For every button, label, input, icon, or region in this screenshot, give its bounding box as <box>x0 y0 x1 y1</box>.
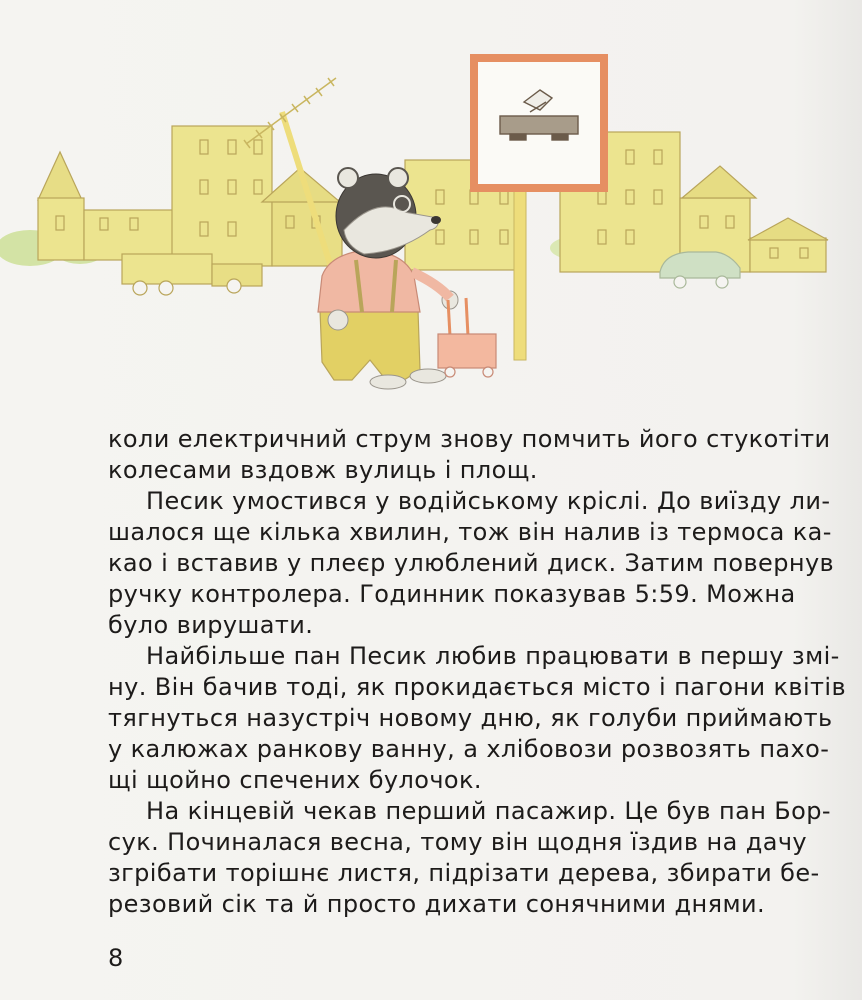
text-line: резовий сік та й просто дихати сонячними днями. <box>108 890 766 918</box>
text-line: На кінцевій чекав перший пасажир. Це був пан Бор- <box>146 797 831 825</box>
text-line: коли електричний струм знову помчить його стукотіти <box>108 425 831 453</box>
text-line: згрібати торішнє листя, підрізати дерева, збирати бе- <box>108 859 820 887</box>
paragraph-3 <box>108 641 847 796</box>
text-line: Найбільше пан Песик любив працювати в першу змі- <box>146 642 840 670</box>
text-line: ручку контролера. Годинник показував 5:59. Можна <box>108 580 796 608</box>
text-line: шалося ще кілька хвилин, тож він налив із термоса ка- <box>108 518 832 546</box>
paragraph-4 <box>108 796 831 920</box>
shopping-trolley <box>438 298 496 377</box>
page-number: 8 <box>108 944 124 972</box>
paragraph-1 <box>108 424 831 486</box>
text-line: сук. Починалася весна, тому він щодня їздив на дачу <box>108 828 808 856</box>
city-illustration <box>0 40 862 400</box>
buildings <box>38 126 828 272</box>
story-text <box>108 424 847 920</box>
car <box>660 252 740 288</box>
text-line: було вирушати. <box>108 611 314 639</box>
text-line: щі щойно спечених булочок. <box>108 766 482 794</box>
text-line: у калюжах ранкову ванну, а хлібовози розвозять пахо- <box>108 735 830 763</box>
text-line: ну. Він бачив тоді, як прокидається місто і пагони квітів <box>108 673 847 701</box>
text-line: као і вставив у плеєр улюблений диск. Затим повернув <box>108 549 835 577</box>
paragraph-2 <box>108 486 835 641</box>
text-line: колесами вздовж вулиць і площ. <box>108 456 538 484</box>
text-line: тягнуться назустріч новому дню, як голуби приймають <box>108 704 833 732</box>
text-line: Песик умостився у водійському кріслі. До виїзду ли- <box>146 487 831 515</box>
